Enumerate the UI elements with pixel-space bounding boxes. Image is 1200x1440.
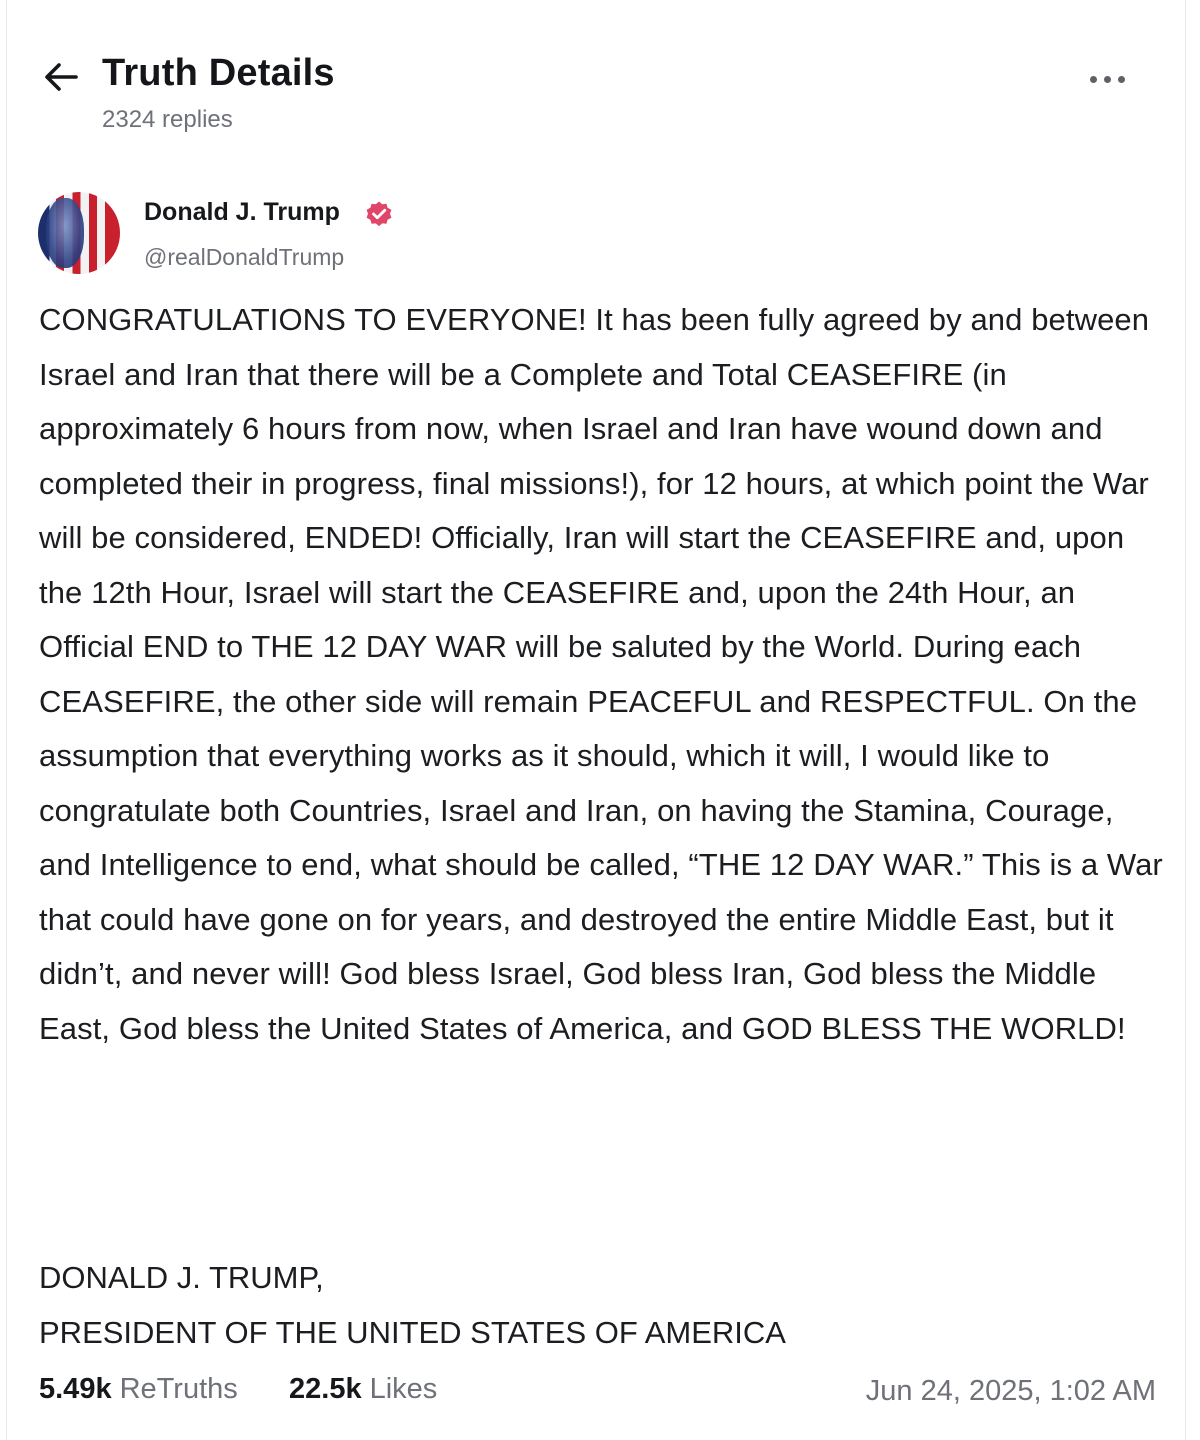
retruths-count: 5.49k [39, 1373, 112, 1405]
likes-count: 22.5k [289, 1373, 362, 1405]
verified-badge-icon [364, 199, 394, 229]
back-button[interactable] [40, 56, 82, 98]
post-signature [39, 1251, 1169, 1360]
author-handle[interactable]: @realDonaldTrump [144, 244, 345, 270]
author-display-name[interactable]: Donald J. Trump [144, 198, 340, 226]
signature-title: PRESIDENT OF THE UNITED STATES OF AMERICA [39, 1314, 786, 1350]
post-timestamp: Jun 24, 2025, 1:02 AM [865, 1375, 1156, 1407]
page-title: Truth Details [102, 52, 335, 94]
retruths-label: ReTruths [119, 1373, 238, 1405]
likes-label: Likes [369, 1373, 438, 1405]
signature-name: DONALD J. TRUMP, [39, 1260, 324, 1295]
more-horizontal-icon [1118, 76, 1125, 83]
retruths-stat[interactable] [39, 1373, 238, 1406]
more-horizontal-icon [1104, 76, 1111, 83]
post-stats [39, 1373, 1159, 1417]
likes-stat[interactable] [289, 1373, 437, 1406]
more-horizontal-icon [1090, 76, 1097, 83]
more-options-button[interactable] [1086, 64, 1134, 94]
replies-count: 2324 replies [102, 106, 233, 133]
post-text: CONGRATULATIONS TO EVERYONE! It has been fully agreed by and between Israel and Iran that there will be a Complete and Total CEASEFIRE (in approximately 6 hours from now, when Israel and Iran have wound down and completed their in progress, final missions!), for 12 hours, at which point the War will be considered, ENDED! Officially, Iran will start the CEASEFIRE and, upon the 12th Hour, Israel will start the CEASEFIRE and, upon the 24th Hour, an Official END to THE 12 DAY WAR will be saluted by the World. During each CEASEFIRE, the other side will remain PEACEFUL and RESPECTFUL. On the assumption that everything works as it should, which it will, I would like to congratulate both Countries, Israel and Iran, on having the Stamina, Courage, and Intelligence to end, what should be called, “THE 12 DAY WAR.” This is a War that could have gone on for years, and destroyed the entire Middle East, but it didn’t, and never will! God bless Israel, God bless Iran, God bless the Middle East, God bless the United States of America, and GOD BLESS THE WORLD! [39, 302, 1163, 1046]
arrow-left-icon [40, 56, 82, 98]
page-border-right [1185, 0, 1186, 1440]
avatar[interactable] [38, 192, 120, 274]
page-header [40, 50, 1140, 150]
page-border-left [6, 0, 7, 1440]
avatar-portrait [46, 198, 84, 268]
post-author [38, 190, 738, 280]
